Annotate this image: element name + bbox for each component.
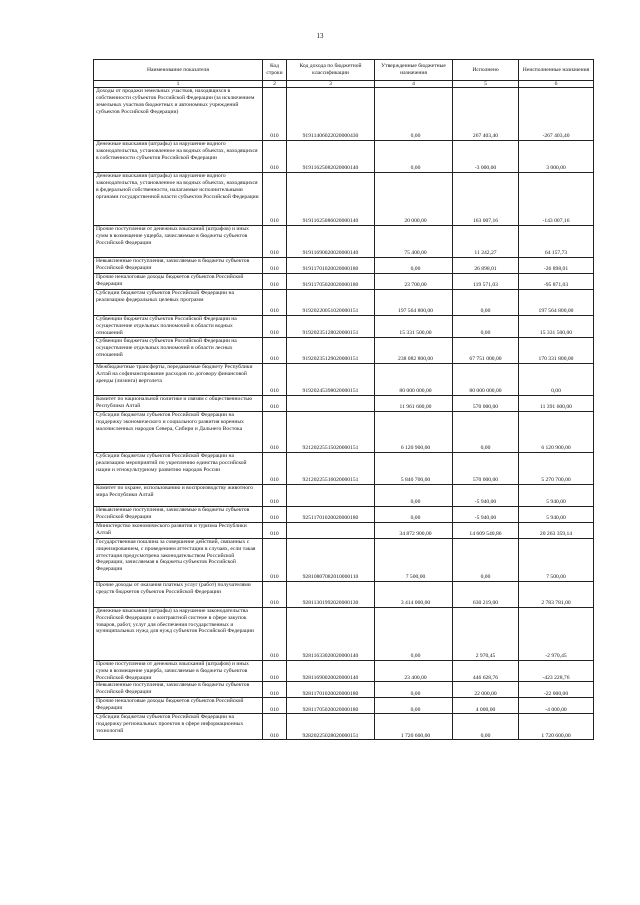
table-row: [94, 522, 594, 538]
row-approved: 0,00: [375, 698, 453, 714]
row-line-code: 010: [263, 395, 287, 411]
row-unexecuted: 5 270 700,00: [519, 452, 594, 484]
row-unexecuted: 1 720 600,00: [519, 714, 594, 740]
row-name: Доходы от продажи земельных участков, находящихся в собственности субъектов Российской Федерации (за исключением земельных участков бюджетных и автономных учреждений субъектов Российской Федерации): [94, 88, 263, 141]
row-executed: 0,00: [453, 538, 519, 581]
row-name: Прочие неналоговые доходы бюджетов субъектов Российской Федерации: [94, 698, 263, 714]
row-executed: 26 898,01: [453, 258, 519, 274]
row-executed: 163 007,16: [453, 173, 519, 226]
row-approved: 0,00: [375, 607, 453, 660]
table-row: [94, 141, 594, 173]
row-name: Субвенции бюджетам субъектов Российской Федерации на осуществление отдельных полномочий в области водных отношений: [94, 316, 263, 338]
row-unexecuted: -4 000,00: [519, 698, 594, 714]
row-budget-code: 91911625082020000140: [287, 141, 375, 173]
row-budget-code: 91920220051020000151: [287, 290, 375, 316]
row-line-code: 010: [263, 173, 287, 226]
row-budget-code: 91920235128020000151: [287, 316, 375, 338]
row-name: Субсидии бюджетам субъектов Российской Федерации на поддержку экономического и социального развития коренных малочисленных народов Севера, Сибири и Дальнего Востока: [94, 411, 263, 452]
row-approved: 6 120 900,00: [375, 411, 453, 452]
row-approved: 15 331 500,00: [375, 316, 453, 338]
header-budget-code: Код дохода по бюджетной классификации: [287, 60, 375, 81]
row-approved: 197 564 800,00: [375, 290, 453, 316]
row-unexecuted: 64 157,73: [519, 226, 594, 258]
header-approved: Утвержденные бюджетные назначения: [375, 60, 453, 81]
column-number: 5: [453, 81, 519, 88]
row-approved: 7 500,00: [375, 538, 453, 581]
row-budget-code: 91911705020020000180: [287, 274, 375, 290]
column-number: 2: [263, 81, 287, 88]
row-line-code: 010: [263, 660, 287, 682]
header-indicator-name: Наименование показателя: [94, 60, 263, 81]
row-name: Субсидии бюджетам субъектов Российской Федерации на реализацию мероприятий по укреплению единства российской нации и этнокультурному развитию народов России: [94, 452, 263, 484]
row-unexecuted: 15 331 500,00: [519, 316, 594, 338]
row-line-code: 010: [263, 141, 287, 173]
row-name: Межбюджетные трансферты, передаваемые бюджету Республики Алтай на софинансирование расходов по договору финансовой аренды (лизинга) вертолета: [94, 363, 263, 395]
row-unexecuted: -26 898,01: [519, 258, 594, 274]
row-approved: 23 700,00: [375, 274, 453, 290]
row-line-code: 010: [263, 522, 287, 538]
row-unexecuted: 170 331 800,00: [519, 337, 594, 363]
row-name: Комитет по охране, использованию и воспроизводству животного мира Республики Алтай: [94, 484, 263, 506]
row-line-code: 010: [263, 607, 287, 660]
row-executed: 446 628,76: [453, 660, 519, 682]
row-executed: 11 242,27: [453, 226, 519, 258]
row-executed: 119 571,03: [453, 274, 519, 290]
row-budget-code: 91911406022020000430: [287, 88, 375, 141]
row-budget-code: 92810807082010000110: [287, 538, 375, 581]
row-budget-code: 92811633020020000140: [287, 607, 375, 660]
row-budget-code: 92820225028020000151: [287, 714, 375, 740]
column-number: 1: [94, 81, 263, 88]
row-approved: 0,00: [375, 506, 453, 522]
row-unexecuted: 0,00: [519, 363, 594, 395]
row-line-code: 010: [263, 714, 287, 740]
row-budget-code: [287, 484, 375, 506]
table-header-row: [94, 60, 594, 81]
table-row: [94, 714, 594, 740]
row-unexecuted: -95 871,03: [519, 274, 594, 290]
row-line-code: 010: [263, 698, 287, 714]
row-budget-code: 91920235129020000151: [287, 337, 375, 363]
table-row: [94, 363, 594, 395]
table-row: [94, 411, 594, 452]
row-executed: 630 219,00: [453, 581, 519, 607]
row-line-code: 010: [263, 452, 287, 484]
row-executed: 570 000,00: [453, 452, 519, 484]
row-unexecuted: 5 940,00: [519, 484, 594, 506]
table-row: [94, 452, 594, 484]
row-executed: -5 940,00: [453, 484, 519, 506]
row-executed: 0,00: [453, 316, 519, 338]
row-budget-code: [287, 395, 375, 411]
table-row: [94, 607, 594, 660]
row-approved: 0,00: [375, 682, 453, 698]
row-name: Государственная пошлина за совершение действий, связанных с лицензированием, с проведением аттестации в случаях, если такая аттестация предусмотрена законодательством Российской Федерации, зачисляемая в бюджеты субъектов Российской Федерации: [94, 538, 263, 581]
row-budget-code: 92120225515020000151: [287, 411, 375, 452]
table-body: [94, 88, 594, 740]
row-executed: 67 751 000,00: [453, 337, 519, 363]
row-unexecuted: 5 940,00: [519, 506, 594, 522]
row-line-code: 010: [263, 226, 287, 258]
row-line-code: 010: [263, 258, 287, 274]
row-executed: 267 403,40: [453, 88, 519, 141]
table-row: [94, 484, 594, 506]
row-name: Прочие поступления от денежных взысканий (штрафов) и иных сумм в возмещение ущерба, зачисляемые в бюджеты субъектов Российской Федерации: [94, 226, 263, 258]
row-approved: 34 872 900,00: [375, 522, 453, 538]
row-executed: 0,00: [453, 714, 519, 740]
row-budget-code: 91911690020020000140: [287, 226, 375, 258]
header-line-code: Код строки: [263, 60, 287, 81]
table-row: [94, 660, 594, 682]
table-row: [94, 682, 594, 698]
table-row: [94, 274, 594, 290]
row-line-code: 010: [263, 484, 287, 506]
row-line-code: 010: [263, 538, 287, 581]
row-line-code: 010: [263, 506, 287, 522]
row-name: Невыясненные поступления, зачисляемые в бюджеты субъектов Российской Федерации: [94, 506, 263, 522]
row-unexecuted: 7 500,00: [519, 538, 594, 581]
table-row: [94, 337, 594, 363]
row-executed: -3 000,00: [453, 141, 519, 173]
row-line-code: 010: [263, 290, 287, 316]
column-number: 3: [287, 81, 375, 88]
row-unexecuted: -2 970,45: [519, 607, 594, 660]
row-line-code: 010: [263, 411, 287, 452]
row-executed: 14 609 540,86: [453, 522, 519, 538]
table-row: [94, 88, 594, 141]
row-budget-code: 91911701020020000180: [287, 258, 375, 274]
table-row: [94, 290, 594, 316]
row-executed: 2 970,45: [453, 607, 519, 660]
row-budget-code: [287, 522, 375, 538]
row-approved: 238 082 800,00: [375, 337, 453, 363]
row-budget-code: 92120225516020000151: [287, 452, 375, 484]
row-unexecuted: -267 403,40: [519, 88, 594, 141]
row-executed: 22 000,00: [453, 682, 519, 698]
row-budget-code: 91920245398020000151: [287, 363, 375, 395]
row-name: Субсидии бюджетам субъектов Российской Федерации на реализацию федеральных целевых программ: [94, 290, 263, 316]
row-line-code: 010: [263, 682, 287, 698]
row-line-code: 010: [263, 274, 287, 290]
row-executed: 0,00: [453, 411, 519, 452]
row-executed: 570 000,00: [453, 395, 519, 411]
row-approved: 0,00: [375, 88, 453, 141]
row-unexecuted: 20 263 359,14: [519, 522, 594, 538]
row-budget-code: 91911625086020000140: [287, 173, 375, 226]
table-row: [94, 226, 594, 258]
row-budget-code: 92811301992020000130: [287, 581, 375, 607]
row-approved: 5 840 700,00: [375, 452, 453, 484]
column-number: 6: [519, 81, 594, 88]
table-row: [94, 395, 594, 411]
row-name: Субвенции бюджетам субъектов Российской Федерации на осуществление отдельных полномочий в области лесных отношений: [94, 337, 263, 363]
row-name: Комитет по национальной политике и связям с общественностью Республики Алтай: [94, 395, 263, 411]
row-unexecuted: 197 564 800,00: [519, 290, 594, 316]
row-approved: 75 400,00: [375, 226, 453, 258]
row-executed: 4 000,00: [453, 698, 519, 714]
column-number: 4: [375, 81, 453, 88]
column-number-row: [94, 81, 594, 88]
row-approved: 1 720 600,00: [375, 714, 453, 740]
table-row: [94, 698, 594, 714]
row-unexecuted: -423 228,76: [519, 660, 594, 682]
row-name: Прочие доходы от оказания платных услуг (работ) получателями средств бюджетов субъектов Российской Федерации: [94, 581, 263, 607]
row-name: Невыясненные поступления, зачисляемые в бюджеты субъектов Российской Федерации: [94, 682, 263, 698]
row-budget-code: 92511701020020000180: [287, 506, 375, 522]
row-unexecuted: -143 007,16: [519, 173, 594, 226]
row-approved: 0,00: [375, 484, 453, 506]
row-name: Субсидии бюджетам субъектов Российской Федерации на поддержку региональных проектов в сфере информационных технологий: [94, 714, 263, 740]
table-row: [94, 581, 594, 607]
row-line-code: 010: [263, 88, 287, 141]
row-approved: 20 000,00: [375, 173, 453, 226]
row-unexecuted: 11 391 600,00: [519, 395, 594, 411]
row-name: Денежные взыскания (штрафы) за нарушение законодательства Российской Федерации о контрактной системе в сфере закупок товаров, работ, услуг для обеспечения государственных и муниципальных нужд для нужд субъектов Российской Федерации: [94, 607, 263, 660]
row-approved: 23 400,00: [375, 660, 453, 682]
row-approved: 11 961 600,00: [375, 395, 453, 411]
header-executed: Исполнено: [453, 60, 519, 81]
page-number: 13: [316, 32, 324, 40]
row-name: Прочие поступления от денежных взысканий (штрафов) и иных сумм в возмещение ущерба, зачисляемые в бюджеты субъектов Российской Федерации: [94, 660, 263, 682]
table-row: [94, 258, 594, 274]
row-executed: 80 000 000,00: [453, 363, 519, 395]
header-unexecuted: Неисполненные назначения: [519, 60, 594, 81]
budget-report-table: [93, 59, 594, 740]
row-line-code: 010: [263, 581, 287, 607]
row-approved: 0,00: [375, 258, 453, 274]
row-executed: -5 940,00: [453, 506, 519, 522]
row-unexecuted: 2 783 781,00: [519, 581, 594, 607]
row-name: Денежные взыскания (штрафы) за нарушение водного законодательства, установленное на водных объектах, находящихся в собственности субъектов Российской Федерации: [94, 141, 263, 173]
row-budget-code: 92811690020020000140: [287, 660, 375, 682]
table-row: [94, 538, 594, 581]
row-budget-code: 92811701020020000180: [287, 682, 375, 698]
row-line-code: 010: [263, 316, 287, 338]
row-line-code: 010: [263, 363, 287, 395]
row-approved: 3 414 000,00: [375, 581, 453, 607]
row-unexecuted: 6 120 900,00: [519, 411, 594, 452]
row-unexecuted: 3 000,00: [519, 141, 594, 173]
row-name: Денежные взыскания (штрафы) за нарушение водного законодательства, установленное на водных объектах, находящихся в федеральной собственности, налагаемые исполнительными органами государственной власти субъектов Российской Федерации: [94, 173, 263, 226]
row-name: Невыясненные поступления, зачисляемые в бюджеты субъектов Российской Федерации: [94, 258, 263, 274]
row-approved: 80 000 000,00: [375, 363, 453, 395]
row-approved: 0,00: [375, 141, 453, 173]
table-row: [94, 173, 594, 226]
row-name: Прочие неналоговые доходы бюджетов субъектов Российской Федерации: [94, 274, 263, 290]
row-line-code: 010: [263, 337, 287, 363]
row-executed: 0,00: [453, 290, 519, 316]
row-budget-code: 92811705020020000180: [287, 698, 375, 714]
row-unexecuted: -22 000,00: [519, 682, 594, 698]
row-name: Министерство экономического развития и туризма Республики Алтай: [94, 522, 263, 538]
table-row: [94, 506, 594, 522]
table-row: [94, 316, 594, 338]
